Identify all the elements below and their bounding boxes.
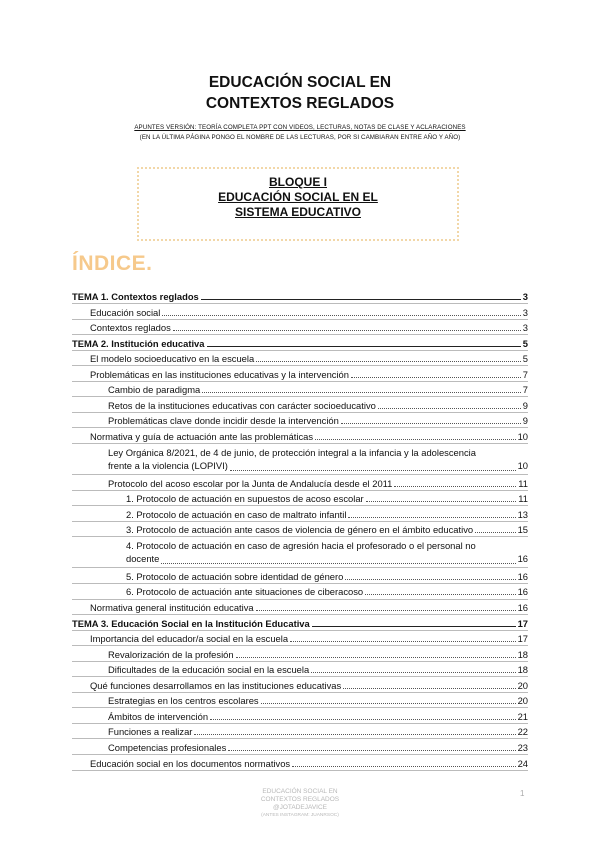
toc-entry[interactable] bbox=[108, 647, 528, 660]
toc-entry-label: Protocolo del acoso escolar por la Junta de Andalucía desde el 2011 bbox=[108, 477, 393, 489]
toc-entry-page: 17 bbox=[517, 633, 528, 645]
toc-entry[interactable] bbox=[90, 367, 528, 380]
toc-entry[interactable] bbox=[108, 693, 528, 706]
toc-entry-page: 3 bbox=[522, 322, 528, 334]
toc-entry-page: 16 bbox=[517, 553, 528, 565]
toc-entry-label: Ley Orgánica 8/2021, de 4 de junio, de protección integral a la infancia y la adolescencia bbox=[108, 446, 476, 458]
toc-entry-label: Estrategias en los centros escolares bbox=[108, 695, 259, 707]
toc-leader-dots bbox=[345, 579, 515, 580]
toc-leader-dots bbox=[201, 299, 521, 300]
footer-line-2: CONTEXTOS REGLADOS bbox=[260, 796, 340, 803]
toc-leader-dots bbox=[315, 439, 516, 440]
toc-entry-label: Ámbitos de intervención bbox=[108, 710, 209, 722]
toc-entry-page: 3 bbox=[522, 306, 528, 318]
toc-entry-label: 1. Protocolo de actuación en supuestos de acoso escolar bbox=[126, 493, 364, 505]
subtitle-note: (EN LA ÚLTIMA PÁGINA PONGO EL NOMBRE DE LAS LECTURAS, POR SI CAMBIARAN ENTRE AÑO Y AÑO) bbox=[139, 134, 461, 141]
toc-entry-page: 18 bbox=[517, 664, 528, 676]
toc-entry-page: 11 bbox=[518, 493, 528, 505]
toc-leader-dots bbox=[475, 532, 515, 533]
toc-entry-label: 2. Protocolo de actuación en caso de maltrato infantil bbox=[126, 508, 347, 520]
toc-leader-dots bbox=[292, 766, 515, 767]
toc-leader-dots bbox=[351, 377, 521, 378]
toc-row-divider bbox=[72, 443, 528, 444]
toc-entry-page: 10 bbox=[517, 460, 528, 471]
toc-entry-page: 10 bbox=[517, 430, 528, 442]
toc-row-divider bbox=[72, 770, 528, 771]
toc-leader-dots bbox=[207, 346, 521, 347]
toc-entry-label: Educación social bbox=[90, 306, 161, 318]
toc-chapter[interactable] bbox=[72, 336, 528, 349]
toc-leader-dots bbox=[236, 657, 516, 658]
toc-entry[interactable] bbox=[108, 740, 528, 753]
subtitle-version: APUNTES VERSIÓN: TEORÍA COMPLETA PPT CON VIDEOS, LECTURAS, NOTAS DE CLASE Y ACLARACIONES bbox=[134, 124, 466, 131]
toc-leader-dots bbox=[312, 626, 516, 627]
toc-entry-page: 21 bbox=[517, 710, 528, 722]
toc-entry-page: 11 bbox=[518, 477, 528, 489]
title-line-1: EDUCACIÓN SOCIAL EN bbox=[208, 74, 392, 91]
toc-entry-label: 6. Protocolo de actuación ante situaciones de ciberacoso bbox=[126, 586, 364, 598]
toc-entry-label: Qué funciones desarrollamos en las instituciones educativas bbox=[90, 679, 342, 691]
toc-entry[interactable] bbox=[108, 662, 528, 675]
toc-entry[interactable] bbox=[108, 382, 528, 395]
toc-entry[interactable] bbox=[126, 522, 528, 535]
bloque-line-1: BLOQUE I bbox=[268, 175, 327, 189]
toc-leader-dots bbox=[230, 470, 516, 471]
bloque-box bbox=[137, 167, 459, 241]
toc-entry-label: Problemáticas clave donde incidir desde la intervención bbox=[108, 415, 339, 427]
toc-entry[interactable] bbox=[90, 351, 528, 364]
toc-leader-dots bbox=[348, 517, 515, 518]
toc-leader-dots bbox=[366, 501, 517, 502]
toc-entry-label: Funciones a realizar bbox=[108, 726, 193, 738]
toc-leader-dots bbox=[162, 315, 520, 316]
toc-leader-dots bbox=[261, 703, 516, 704]
toc-chapter[interactable] bbox=[72, 616, 528, 629]
toc-entry-label: Problemáticas en las instituciones educativas y la intervención bbox=[90, 368, 349, 380]
toc-entry-page: 16 bbox=[517, 602, 528, 613]
toc-entry-page: 24 bbox=[517, 757, 528, 769]
toc-entry-page: 9 bbox=[522, 399, 528, 411]
toc-chapter[interactable] bbox=[72, 289, 528, 302]
toc-entry-page: 5 bbox=[522, 337, 528, 349]
toc-entry-label: Revalorización de la profesión bbox=[108, 648, 234, 660]
toc-entry-label: 5. Protocolo de actuación sobre identidad de género bbox=[126, 570, 344, 582]
toc-entry-page: 16 bbox=[517, 570, 528, 582]
index-heading: ÍNDICE. bbox=[72, 252, 153, 275]
toc-entry-label: TEMA 2. Institución educativa bbox=[72, 337, 205, 349]
toc-entry[interactable] bbox=[90, 320, 528, 333]
toc-leader-dots bbox=[394, 486, 516, 487]
toc-entry[interactable] bbox=[108, 413, 528, 426]
toc-leader-dots bbox=[210, 719, 516, 720]
toc-leader-dots bbox=[256, 610, 516, 611]
toc-entry[interactable] bbox=[126, 507, 528, 520]
toc-entry-label: Competencias profesionales bbox=[108, 741, 227, 753]
toc-entry-label: Normativa general institución educativa bbox=[90, 602, 254, 613]
toc-leader-dots bbox=[256, 361, 521, 362]
toc-entry-page: 15 bbox=[517, 524, 528, 536]
toc-entry-page: 13 bbox=[517, 508, 528, 520]
toc-entry[interactable] bbox=[108, 709, 528, 722]
toc-entry-page: 3 bbox=[522, 291, 528, 302]
toc-entry-label-cont: frente a la violencia (LOPIVI) bbox=[108, 460, 228, 471]
toc-entry-page: 7 bbox=[522, 384, 528, 396]
toc-leader-dots bbox=[161, 563, 515, 564]
toc-entry-label: Cambio de paradigma bbox=[108, 384, 201, 396]
toc-entry[interactable] bbox=[90, 756, 528, 769]
toc-row-divider bbox=[72, 536, 528, 537]
toc-entry-label-cont: docente bbox=[126, 553, 160, 565]
toc-entry-label: Educación social en los documentos normativos bbox=[90, 757, 291, 769]
toc-entry[interactable] bbox=[108, 724, 528, 737]
toc-entry-page: 9 bbox=[522, 415, 528, 427]
toc-entry-page: 16 bbox=[517, 586, 528, 598]
toc-entry-label: TEMA 1. Contextos reglados bbox=[72, 291, 199, 302]
toc-leader-dots bbox=[202, 392, 521, 393]
toc-entry-label: Importancia del educador/a social en la escuela bbox=[90, 633, 289, 645]
document-title bbox=[0, 72, 600, 114]
toc-entry-page: 20 bbox=[517, 679, 528, 691]
toc-entry-page: 7 bbox=[522, 368, 528, 380]
toc-leader-dots bbox=[343, 688, 515, 689]
toc-entry[interactable] bbox=[126, 539, 528, 566]
toc-entry[interactable] bbox=[108, 476, 528, 489]
toc-entry-label: TEMA 3. Educación Social en la Institución Educativa bbox=[72, 617, 310, 629]
toc-leader-dots bbox=[228, 750, 515, 751]
title-line-2: CONTEXTOS REGLADOS bbox=[205, 95, 395, 112]
toc-entry[interactable] bbox=[90, 600, 528, 613]
toc-entry-page: 5 bbox=[522, 353, 528, 365]
toc-entry-page: 18 bbox=[517, 648, 528, 660]
toc-entry[interactable] bbox=[90, 305, 528, 318]
toc-leader-dots bbox=[311, 672, 515, 673]
toc-entry-page: 23 bbox=[517, 741, 528, 753]
toc-entry[interactable] bbox=[90, 678, 528, 691]
bloque-line-3: SISTEMA EDUCATIVO bbox=[234, 205, 361, 219]
toc-entry-page: 17 bbox=[517, 617, 528, 629]
toc-entry-label: Dificultades de la educación social en la escuela bbox=[108, 664, 310, 676]
page-number: 1 bbox=[520, 789, 525, 798]
footer-watermark bbox=[255, 788, 345, 820]
toc-entry[interactable] bbox=[108, 446, 528, 473]
toc-leader-dots bbox=[378, 408, 521, 409]
toc-entry-label: 3. Protocolo de actuación ante casos de violencia de género en el ámbito educativo bbox=[126, 524, 474, 536]
toc-entry[interactable] bbox=[90, 429, 528, 442]
toc-leader-dots bbox=[173, 330, 521, 331]
toc-entry-label: Retos de la instituciones educativas con carácter socioeducativo bbox=[108, 399, 376, 411]
toc-entry[interactable] bbox=[126, 584, 528, 597]
bloque-line-2: EDUCACIÓN SOCIAL EN EL bbox=[218, 190, 378, 204]
toc-leader-dots bbox=[194, 734, 515, 735]
toc-entry-page: 22 bbox=[517, 726, 528, 738]
toc-entry-label: Normativa y guía de actuación ante las problemáticas bbox=[90, 430, 314, 442]
toc-leader-dots bbox=[341, 423, 521, 424]
toc-entry-label: Contextos reglados bbox=[90, 322, 171, 334]
toc-leader-dots bbox=[365, 594, 515, 595]
toc-entry[interactable] bbox=[126, 569, 528, 582]
toc-entry[interactable] bbox=[126, 491, 528, 504]
toc-entry-label: El modelo socioeducativo en la escuela bbox=[90, 353, 255, 365]
toc-leader-dots bbox=[290, 641, 516, 642]
toc-entry-page: 20 bbox=[517, 695, 528, 707]
toc-entry[interactable] bbox=[90, 631, 528, 644]
toc-entry-label: 4. Protocolo de actuación en caso de agresión hacia el profesorado o el personal no bbox=[126, 539, 476, 551]
footer-line-3: @JOTADEJAVICE bbox=[272, 804, 328, 811]
toc-entry[interactable] bbox=[108, 398, 528, 411]
footer-line-4: (ANTES INSTAGRAM: JUANRSOC) bbox=[261, 813, 339, 818]
footer-line-1: EDUCACIÓN SOCIAL EN bbox=[262, 788, 338, 795]
